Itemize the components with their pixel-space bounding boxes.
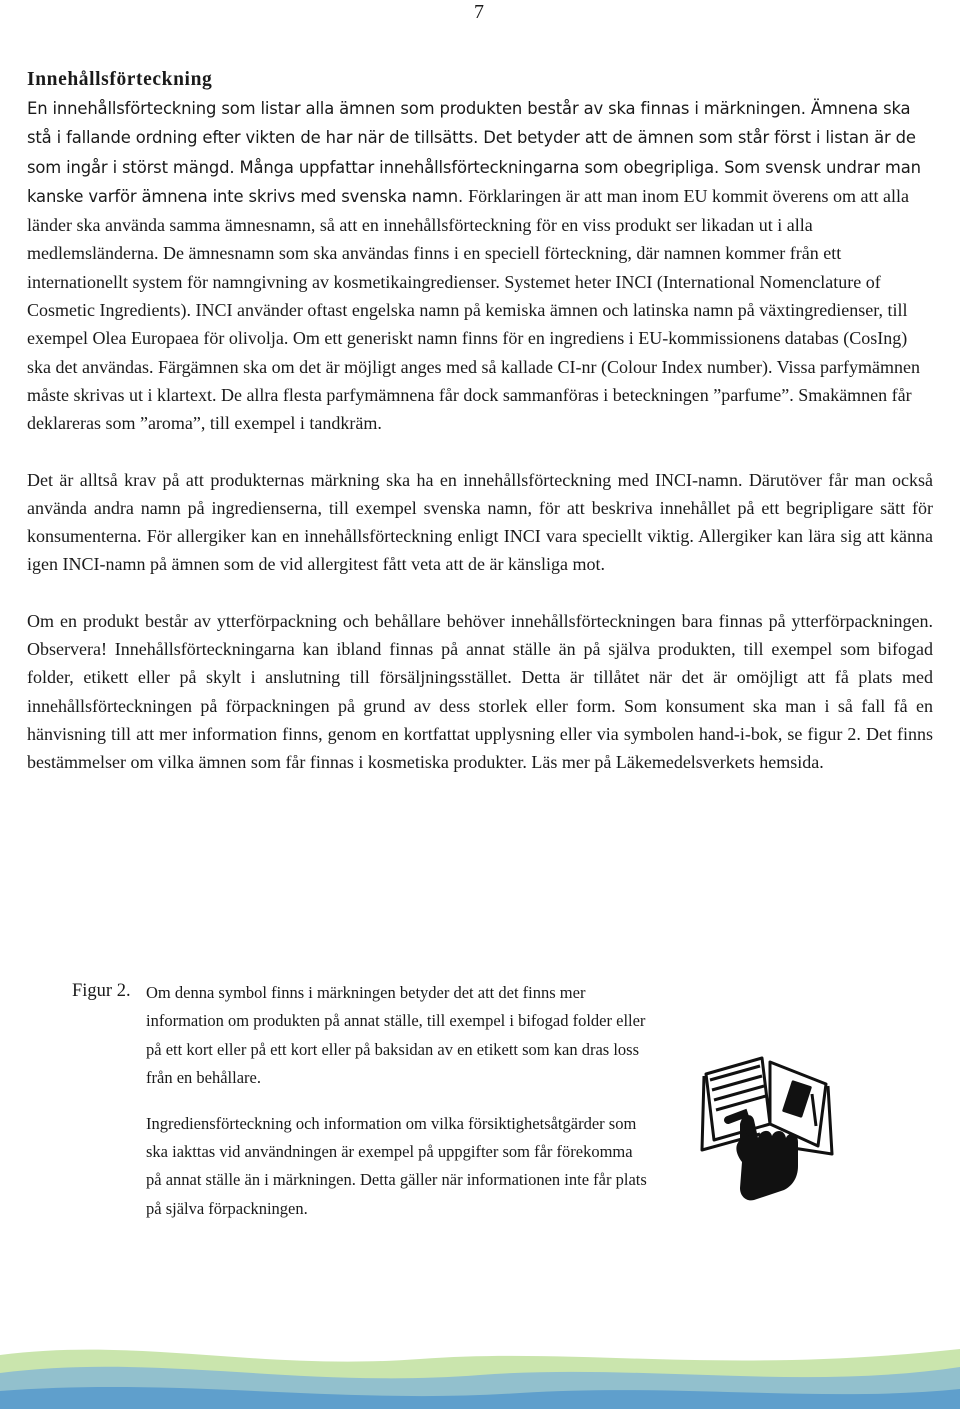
figure-label: Figur 2. <box>72 981 131 1001</box>
paragraph-outer-packaging: Om en produkt består av ytterförpackning och behållare behöver innehållsförteckningen bara finnas på ytterförpackningen. Observera! Innehållsförteckningarna kan ibland finnas på annat ställe än på själva produkten, till exempel som bifogad folder, etikett eller på skylt i anslutning till försäljningsstället. Detta är tillåtet när det är omöjligt att få plats med innehållsförteckningen på förpackningen på grund av dess storlek eller form. Som konsument ska man i så fall få en hänvisning till att mer information finns, genom en kortfattat upplysning eller via symbolen hand-i-bok, se figur 2. Det finns bestämmelser om vilka ämnen som får finnas i kosmetiska produkter. Läs mer på Läkemedelsverkets hemsida. <box>27 610 933 773</box>
paragraph-inci-requirement: Det är alltså krav på att produkternas märkning ska ha en innehållsförteckning med INCI-namn. Därutöver får man också använda andra namn på ingredienserna, till exempel svenska namn, för att beskriva innehållet på ett begripligare sätt för konsumenterna. För allergiker kan en innehållsförteckning enligt INCI vara speciellt viktig. Allergiker kan lära sig att känna igen INCI-namn på ämnen som de vid allergitest fått veta att de är känsliga mot. <box>27 469 933 575</box>
figure-caption-symbol-meaning: Om denna symbol finns i märkningen betyder det att det finns mer information om produkten på annat ställe, till exempel i bifogad folder eller på ett kort eller på ett kort eller på baksidan av en etikett som kan dras loss från en behållare. <box>146 983 646 1088</box>
hand-in-book-icon <box>700 1054 840 1204</box>
paragraph-spacer <box>27 438 933 466</box>
caption-spacer <box>146 1093 652 1110</box>
paragraph-inci-explanation: Förklaringen är att man inom EU kommit överens om att alla länder ska använda samma ämnesnamn, så att en innehållsförteckning för en viss produkt ser likadan ut i alla medlemsländerna. De ämnesnamn som ska användas finns i en speciell förteckning, där namnen kommer från ett internationellt system för namngivning av kosmetikaingredienser. Systemet heter INCI (International Nomenclature of Cosmetic Ingredients). INCI använder oftast engelska namn på kemiska ämnen och latinska namn på växtingredienser, till exempel Olea Europaea för olivolja. Om ett generiskt namn finns för en ingrediens i EU-kommissionens databas (CosIng) ska det användas. Färgämnen ska om det är möjligt anges med så kallade CI-nr (Colour Index number). Vissa parfymämnen måste skrivas ut i klartext. De allra flesta parfymämnena får dock sammanföras i beteckningen ”parfume”. Smakämnen får deklareras som ”aroma”, till exempel i tandkräm. <box>27 185 921 434</box>
bottom-wave-decoration <box>0 1319 960 1409</box>
main-content <box>27 66 933 777</box>
figure-caption-examples: Ingrediensförteckning och information om vilka försiktighetsåtgärder som ska iakttas vid användningen är exempel på uppgifter som får förekomma på annat ställe än i märkningen. Detta gäller när informationen inte får plats på själva förpackningen. <box>146 1113 647 1218</box>
page-number: 7 <box>474 1 484 23</box>
paragraph-intro: En innehållsförteckning som listar alla ämnen som produkten består av ska finnas i märkningen. Ämnena ska stå i fallande ordning efter vikten de har när de tillsätts. Det betyder att de ämnen som står först i listan är de som ingår i störst mängd. Många uppfattar innehållsförteckningarna som obegripliga. Som svensk undrar man kanske varför ämnena inte skrivs med svenska namn. <box>27 99 921 206</box>
figure-caption <box>146 979 652 1223</box>
paragraph-spacer <box>27 579 933 607</box>
section-heading: Innehållsförteckning <box>27 69 213 90</box>
